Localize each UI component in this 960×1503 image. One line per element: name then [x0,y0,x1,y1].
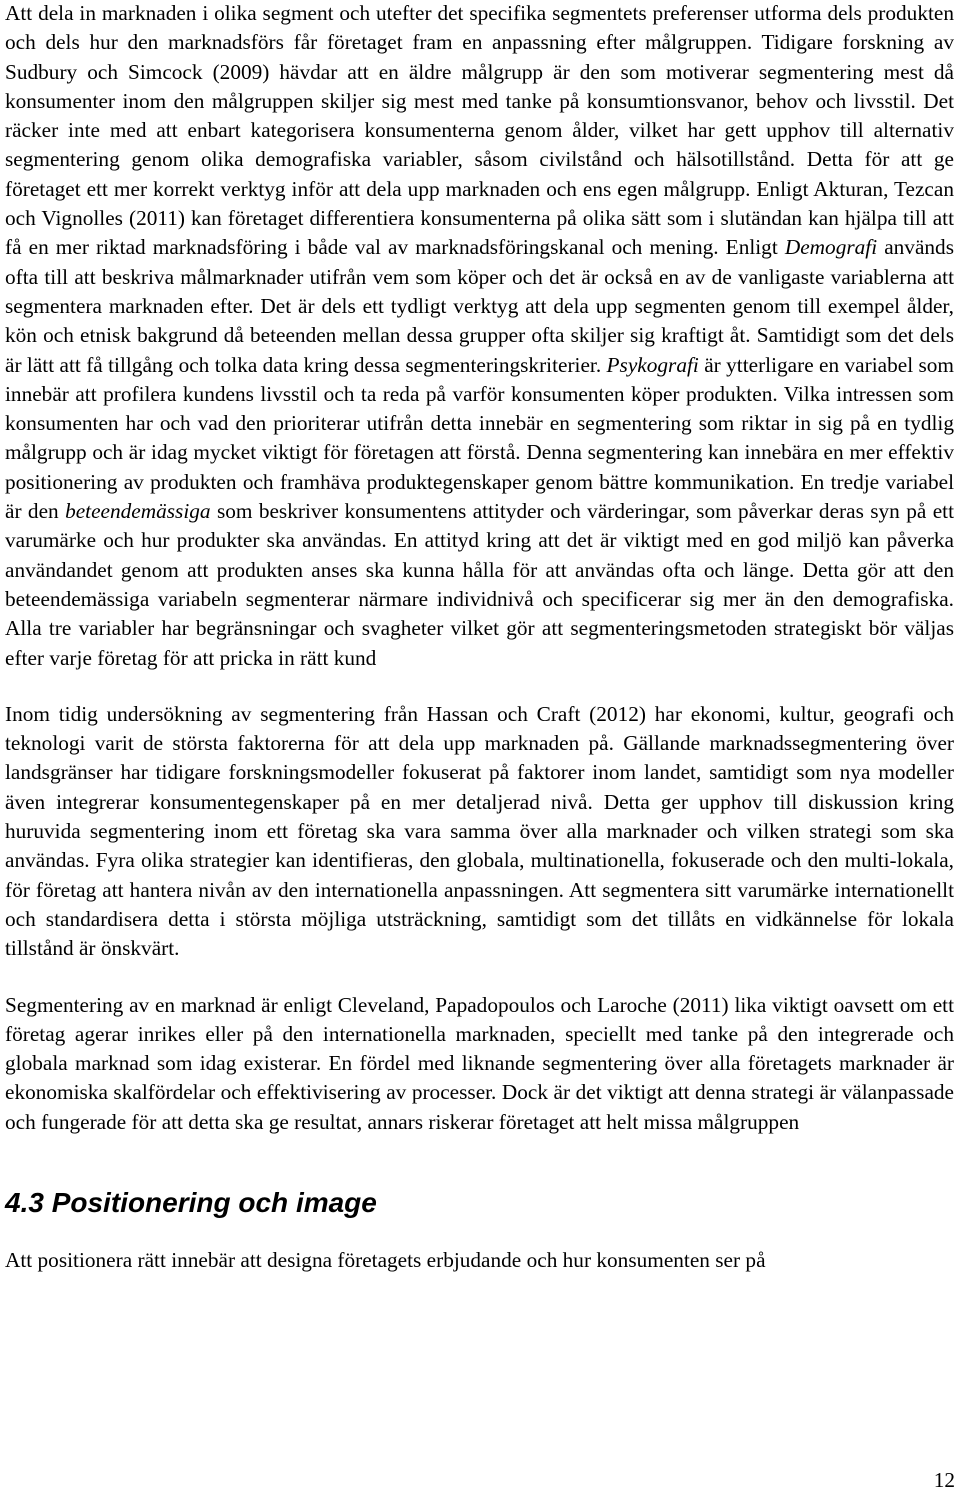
paragraph-text: är ytterligare en variabel som innebär att profilera kundens livsstil och ta reda på varför konsumenten köper produkten. Vilka intressen som konsumenten har och vad den prioriterar utifrån detta innebär en segmentering som riktar in sig på en tydlig målgrupp och är idag mycket viktigt för företagen att förstå. Denna segmentering kan innebära en mer effektiv positionering av produkten och framhäva produktegenskaper genom bättre kommunikation. En tredje variabel är den [5,352,954,524]
body-paragraph-positioning: Att positionera rätt innebär att designa företagets erbjudande och hur konsumenten ser på [5,1247,766,1272]
paragraph-text: används ofta till att beskriva målmarknader utifrån vem som köper och det är också en av de vanligaste variablerna att segmentera marknaden efter. Det är dels ett tydligt verktyg att dela upp segmenten genom till exempel ålder, kön och etnisk bakgrund då beteenden mellan dessa grupper ofta skiljer sig kraftigt åt. Samtidigt som det dels är lätt att få tillgång och tolka data kring dessa segmenteringskriterier. [5,235,954,377]
body-paragraph-segmentation-variables [5,0,954,673]
italic-term-beteendemassiga: beteendemässiga [65,499,211,524]
paragraph-text: som beskriver konsumentens attityder och värderingar, som påverkar deras syn på ett varumärke och hur produkter ska användas. En attityd kring att det är viktigt med en god miljö kan påverka användandet genom att produkten anses ska kunna hålla för att användas ofta och länge. Detta gör att den beteendemässiga variabeln segmenterar närmare individnivå och specificerar sig mer än den demografiska. Alla tre variabler har begränsningar och svagheter vilket gör att segmenteringsmetoden strategiskt bör väljas efter varje företag för att pricka in rätt kund [5,499,954,670]
body-paragraph-international-segmentation: Inom tidig undersökning av segmentering från Hassan och Craft (2012) har ekonomi, kultur, geografi och teknologi varit de största faktorerna för att dela upp marknaden på. Gällande marknadssegmentering över landsgränser har tidigare forskningsmodeller fokuserat på faktorer inom landet, samtidigt som nya modeller även integrerar konsumentegenskaper på en mer detaljerad nivå. Detta ger upphov till diskussion kring huruvida segmentering inom ett företag ska vara samma över alla marknader och vilken strategi som ska användas. Fyra olika strategier kan identifieras, den globala, multinationella, fokuserade och den multi-lokala, för företag att hantera nivån av den internationella anpassningen. Att segmentera sitt varumärke internationellt och standardisera detta i största möjliga utsträckning, samtidigt som det tillåts en vidkännelse för lokala tillstånd är önskvärt. [5,701,954,961]
italic-term-psykografi: Psykografi [606,352,699,377]
body-paragraph-domestic-international: Segmentering av en marknad är enligt Cleveland, Papadopoulos och Laroche (2011) lika viktigt oavsett om ett företag agerar inrikes eller på den internationella marknaden, speciellt med tanke på den integrerade och globala marknad som idag existerar. En fördel med liknande segmentering över alla företagets marknader är ekonomiska skalfördelar och effektivisering av processer. Dock är det viktigt att denna strategi är välanpassade och fungerade för att detta ska ge resultat, annars riskerar företaget att helt missa målgruppen [5,992,954,1134]
page-number: 12 [933,1468,955,1492]
section-heading: 4.3 Positionering och image [5,1186,377,1218]
paragraph-text: Att dela in marknaden i olika segment och utefter det specifika segmentets preferenser utforma dels produkten och dels hur den marknadsförs får företaget fram en anpassning efter målgruppen. Tidigare forskning av Sudbury och Simcock (2009) hävdar att en äldre målgrupp är den som motiverar segmentering mest då konsumenter inom den målgruppen skiljer sig mest med tanke på konsumtionsvanor, behov och livsstil. Det räcker inte med att enbart kategorisera konsumenterna genom ålder, vilket har gett upphov till alternativ segmentering genom olika demografiska variabler, såsom civilstånd och hälsotillstånd. Detta för att ge företaget ett mer korrekt verktyg inför att dela upp marknaden och ens egen målgrupp. Enligt Akturan, Tezcan och Vignolles (2011) kan företaget differentiera konsumenterna på olika sätt som i slutändan kan hjälpa till att få en mer riktad marknadsföring i både val av marknadsföringskanal och mening. Enligt [5,1,954,260]
italic-term-demografi: Demografi [784,235,878,260]
